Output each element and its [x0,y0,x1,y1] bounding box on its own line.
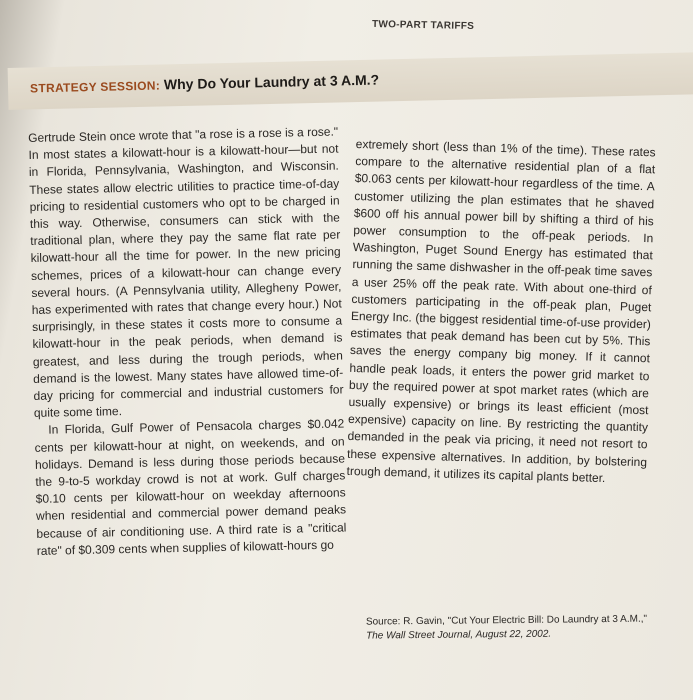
left-column [28,124,347,560]
banner-label: STRATEGY SESSION: [29,78,161,96]
source-citation [366,612,666,643]
left-paragraph-1: Gertrude Stein once wrote that "a rose is a rose is a rose." In most states a kilowatt-hour is a kilowatt-hour—but not in Florida, Pennsylvania, Washington, and Wisconsin. These states allow electric utilities to practice time-of-day pricing to residential customers who opt to be charged in this way. Otherwise, consumers can stick with the traditional plan, where they pay the same flat rate per kilowatt-hour all the time for power. In the new pricing schemes, prices of a kilowatt-hour can change every several hours. (A Pennsylvania utility, Allegheny Power, has experimented with rates that change every hour.) Not surprisingly, in these states it costs more to consume a kilowatt-hour in the peak periods, when demand is greatest, and less during the trough periods, when demand is the lowest. Many states have allowed time-of-day pricing for commercial and industrial customers for quite some time. [28,124,344,421]
banner-text [30,72,379,96]
running-head: TWO-PART TARIFFS [371,18,475,33]
banner-title: Why Do Your Laundry at 3 A.M.? [163,71,380,93]
left-paragraph-2: In Florida, Gulf Power of Pensacola charges $0.042 cents per kilowatt-hour at night, on weekends, and on holidays. Demand is less during those periods because the 9-to-5 workday crowd is not at work. Gulf charges $0.10 cents per kilowatt-hour on weekday afternoons when residential and commercial power demand peaks because of air conditioning use. A third rate is a "critical rate" of $0.309 cents when supplies of kilowatt-hours go [34,416,347,558]
strategy-session-banner [8,52,693,110]
source-publication: The Wall Street Journal, August 22, 2002. [366,628,552,642]
right-column [346,136,655,488]
source-text: Source: R. Gavin, "Cut Your Electric Bill: Do Laundry at 3 A.M.," [365,613,648,628]
right-paragraph-1: extremely short (less than 1% of the time). These rates compare to the alternative residential plan of a flat $0.063 cents per kilowatt-hour regardless of the time. A customer utilizing the plan estimates that he shaved $600 off his annual power bill by shifting a third of his power consumption to the off-peak periods. In Washington, Puget Sound Energy has estimated that running the same dishwasher in the off-peak time saves a user 25% off the peak rate. With about one-third of customers participating in the off-peak plan, Puget Energy Inc. (the biggest residential time-of-use provider) estimates that peak demand has been cut by 5%. This saves the energy company big money. If it cannot handle peak loads, it enters the power grid market to buy the required power at spot market rates (which are usually expensive) or brings its least efficient (most expensive) capacity on line. By restricting the quantity demanded in the peak via pricing, it need not resort to these expensive alternatives. In addition, by bolstering trough demand, it utilizes its capital plants better. [346,136,656,485]
